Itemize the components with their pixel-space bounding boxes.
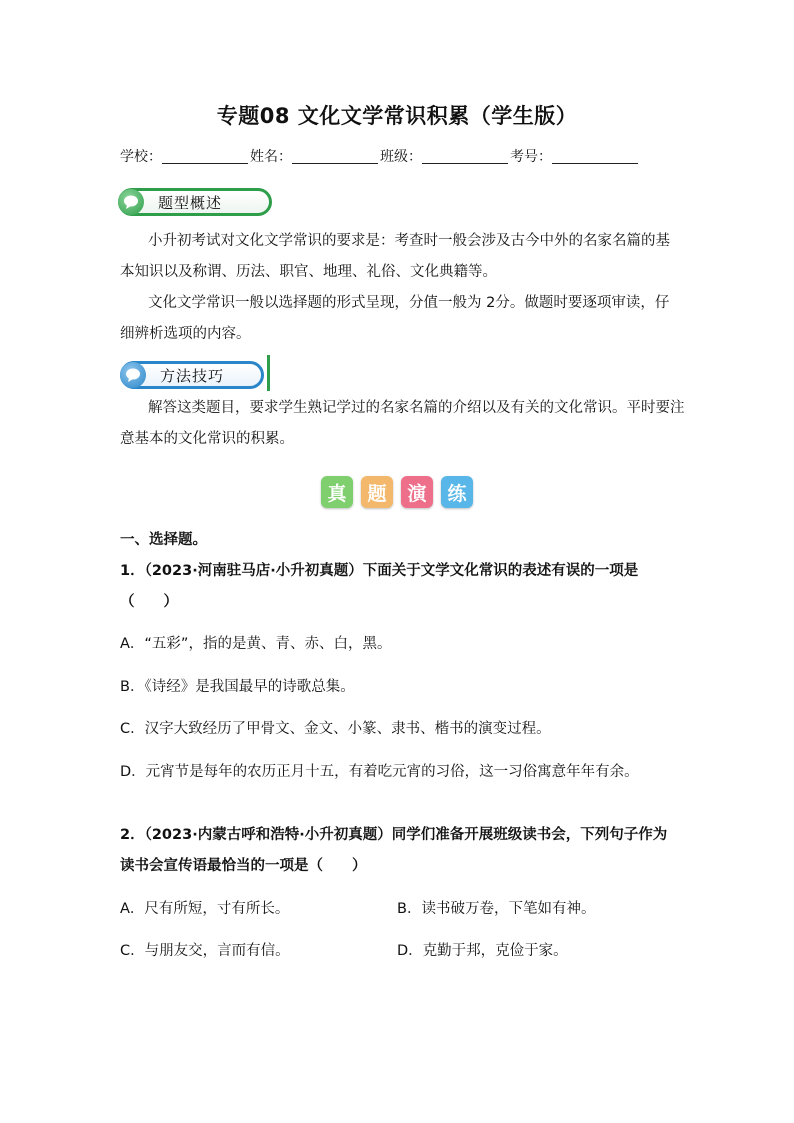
chat-bubble-icon [120,362,146,388]
question-1-option-a[interactable]: A．“五彩”，指的是黄、青、赤、白，黑。 [120,636,392,652]
question-2-option-d[interactable]: D．克勤于邦，克俭于家。 [397,943,568,959]
question-1-option-c[interactable]: C．汉字大致经历了甲骨文、金文、小篆、隶书、楷书的演变过程。 [120,721,551,737]
school-blank[interactable] [162,149,248,164]
banner-tile-题: 题 [361,476,393,508]
question-2-stem: 2．（2023·内蒙古呼和浩特·小升初真题）同学们准备开展班级读书会，下列句子作为读书会宣传语最恰当的一项是（ ） [120,827,668,874]
student-info-line [120,146,640,166]
overview-badge-label: 题型概述 [158,193,223,212]
overview-badge [118,186,272,218]
question-1-option-b[interactable]: B．《诗经》是我国最早的诗歌总集。 [120,679,355,695]
question-1-stem: 1．（2023·河南驻马店·小升初真题）下面关于文学文化常识的表述有误的一项是（ ） [120,563,639,610]
question-2-option-b[interactable]: B．读书破万卷，下笔如有神。 [397,901,596,917]
overview-paragraph-1: 小升初考试对文化文学常识的要求是：考查时一般会涉及古今中外的名家名篇的基本知识以及称谓、历法、职官、地理、礼俗、文化典籍等。 [120,233,670,280]
class-label: 班级： [380,149,422,165]
chat-bubble-icon [118,189,144,215]
question-2-option-c[interactable]: C．与朋友交，言而有信。 [120,943,290,959]
banner-tile-演: 演 [401,476,433,508]
method-badge-label: 方法技巧 [160,366,225,385]
banner-tile-练: 练 [441,476,473,508]
class-blank[interactable] [422,149,508,164]
banner-tile-真: 真 [321,476,353,508]
id-blank[interactable] [552,149,638,164]
badge-divider [267,355,270,391]
school-label: 学校： [120,149,162,165]
question-2-option-a[interactable]: A．尺有所短，寸有所长。 [120,901,290,917]
question-1-option-d[interactable]: D．元宵节是每年的农历正月十五，有着吃元宵的习俗，这一习俗寓意年年有余。 [120,764,639,780]
method-badge [120,359,264,391]
page-title: 专题08 文化文学常识积累（学生版） [216,104,578,128]
overview-paragraph-2: 文化文学常识一般以选择题的形式呈现，分值一般为 2分。做题时要逐项审读，仔细辨析选项的内容。 [120,295,670,342]
id-label: 考号： [510,149,552,165]
name-blank[interactable] [292,149,378,164]
part-heading: 一、选择题。 [120,532,207,548]
method-paragraph: 解答这类题目，要求学生熟记学过的名家名篇的介绍以及有关的文化常识。平时要注意基本的文化常识的积累。 [120,400,685,447]
name-label: 姓名： [250,149,292,165]
practice-banner [0,476,794,508]
